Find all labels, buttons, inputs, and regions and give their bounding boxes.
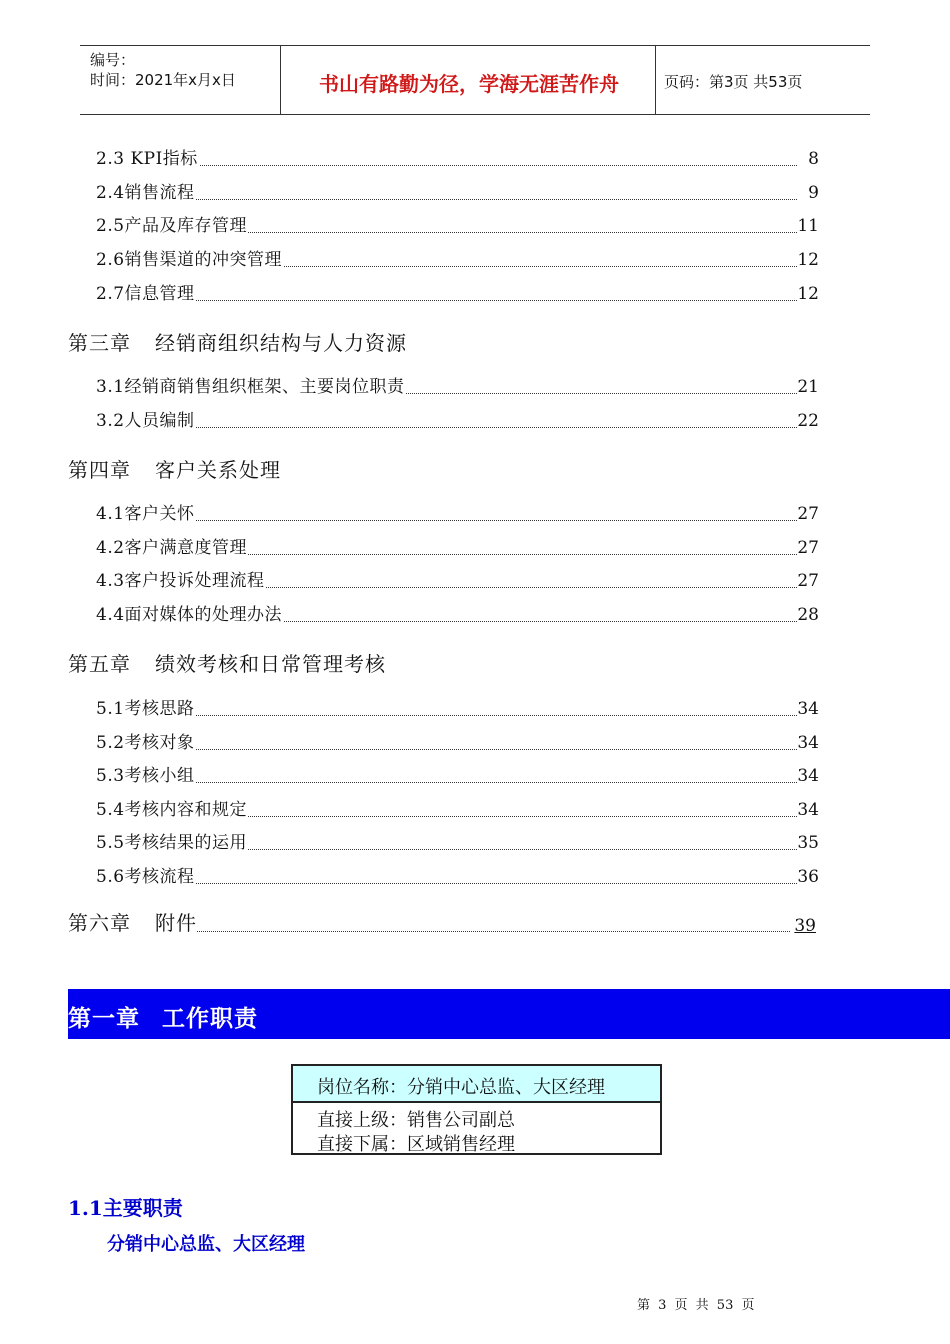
toc-entry-label: 2.7信息管理	[96, 279, 196, 304]
chapter-number: 第三章	[68, 331, 131, 355]
toc-entry-page: 11	[797, 216, 819, 236]
toc-entry[interactable]	[96, 179, 819, 203]
toc-entry[interactable]	[96, 863, 819, 887]
chapter-banner-title	[68, 1000, 258, 1033]
toc-entry-page: 28	[797, 605, 819, 625]
toc-entry-page: 27	[797, 538, 819, 558]
chapter-title: 附件	[155, 911, 197, 935]
toc-entry-label: 4.4面对媒体的处理办法	[96, 600, 283, 625]
position-info-box	[291, 1064, 662, 1155]
toc-entry[interactable]	[96, 567, 819, 591]
toc-entry-page: 34	[797, 766, 819, 786]
chapter-heading-label	[68, 907, 197, 936]
toc-entry-page: 34	[797, 699, 819, 719]
header-page-number: 页码：第3页 共53页	[664, 73, 803, 91]
toc-entry-label: 5.5考核结果的运用	[96, 828, 248, 853]
chapter-title: 绩效考核和日常管理考核	[155, 652, 386, 676]
chapter-title: 工作职责	[162, 1005, 258, 1032]
section-heading: 1.1主要职责	[68, 1196, 183, 1220]
toc-entry[interactable]	[96, 212, 819, 236]
toc-entry[interactable]	[96, 762, 819, 786]
chapter-number: 第五章	[68, 652, 131, 676]
chapter-number: 第六章	[68, 911, 131, 935]
page-header	[80, 45, 870, 115]
chapter-number: 第四章	[68, 458, 131, 482]
toc-entry[interactable]	[96, 280, 819, 304]
toc-entry-label: 3.2人员编制	[96, 406, 196, 431]
toc-leader	[96, 165, 797, 166]
toc-entry-label: 5.4考核内容和规定	[96, 795, 248, 820]
header-meta	[90, 50, 236, 90]
header-divider	[280, 46, 281, 114]
chapter-number: 第一章	[68, 1005, 140, 1032]
header-number: 编号：	[90, 51, 136, 69]
toc-entry-page: 12	[797, 284, 819, 304]
chapter-title: 客户关系处理	[155, 458, 281, 482]
toc-entry-label: 4.1客户关怀	[96, 499, 196, 524]
toc-entry-label: 4.3客户投诉处理流程	[96, 566, 266, 591]
header-motto: 书山有路勤为径，学海无涯苦作舟	[319, 72, 619, 96]
toc-entry[interactable]	[96, 145, 819, 169]
toc-entry-label: 5.1考核思路	[96, 694, 196, 719]
direct-subordinate: 直接下属：区域销售经理	[317, 1134, 515, 1155]
toc-chapter-heading[interactable]	[68, 327, 407, 356]
toc-entry[interactable]	[96, 829, 819, 853]
page-footer: 第 3 页 共 53 页	[637, 1298, 755, 1313]
toc-entry-page: 34	[797, 800, 819, 820]
toc-entry-page: 35	[797, 833, 819, 853]
toc-entry-page: 36	[797, 867, 819, 887]
toc-entry-page: 39	[794, 916, 816, 936]
toc-entry[interactable]	[96, 534, 819, 558]
toc-entry-label: 3.1经销商销售组织框架、主要岗位职责	[96, 372, 406, 397]
toc-entry-page: 27	[797, 504, 819, 524]
toc-leader	[96, 749, 797, 750]
toc-entry-label: 2.5产品及库存管理	[96, 211, 248, 236]
toc-leader	[96, 300, 797, 301]
toc-entry-label: 5.3考核小组	[96, 761, 196, 786]
chapter-title: 经销商组织结构与人力资源	[155, 331, 407, 355]
toc-chapter-entry[interactable]	[68, 908, 816, 936]
toc-entry-label: 2.6销售渠道的冲突管理	[96, 245, 283, 270]
toc-entry[interactable]	[96, 500, 819, 524]
toc-entry[interactable]	[96, 695, 819, 719]
position-name: 岗位名称：分销中心总监、大区经理	[317, 1077, 605, 1098]
toc-entry-page: 22	[797, 411, 819, 431]
toc-leader	[96, 883, 797, 884]
toc-leader	[96, 427, 797, 428]
toc-entry-page: 21	[797, 377, 819, 397]
toc-entry-label: 2.4销售流程	[96, 178, 196, 203]
toc-entry-page: 34	[797, 733, 819, 753]
toc-leader	[96, 715, 797, 716]
toc-leader	[96, 520, 797, 521]
header-time: 时间：2021年x月x日	[90, 71, 236, 89]
toc-entry[interactable]	[96, 246, 819, 270]
toc-entry[interactable]	[96, 373, 819, 397]
chapter-banner	[68, 989, 950, 1039]
toc-chapter-heading[interactable]	[68, 454, 281, 483]
position-name-row	[293, 1066, 660, 1103]
toc-entry-label: 4.2客户满意度管理	[96, 533, 248, 558]
toc-entry-page: 8	[808, 149, 819, 169]
toc-entry-label: 5.6考核流程	[96, 862, 196, 887]
toc-entry[interactable]	[96, 729, 819, 753]
section-subheading: 分销中心总监、大区经理	[107, 1234, 305, 1255]
toc-entry-page: 27	[797, 571, 819, 591]
toc-chapter-heading[interactable]	[68, 648, 386, 677]
toc-entry-label: 5.2考核对象	[96, 728, 196, 753]
toc-entry-page: 9	[808, 183, 819, 203]
toc-entry[interactable]	[96, 796, 819, 820]
toc-leader	[96, 199, 797, 200]
toc-entry-page: 12	[797, 250, 819, 270]
direct-superior: 直接上级：销售公司副总	[317, 1110, 515, 1131]
toc-leader	[96, 782, 797, 783]
toc-entry-label: 2.3 KPI指标	[96, 144, 199, 169]
toc-entry[interactable]	[96, 407, 819, 431]
toc-entry[interactable]	[96, 601, 819, 625]
